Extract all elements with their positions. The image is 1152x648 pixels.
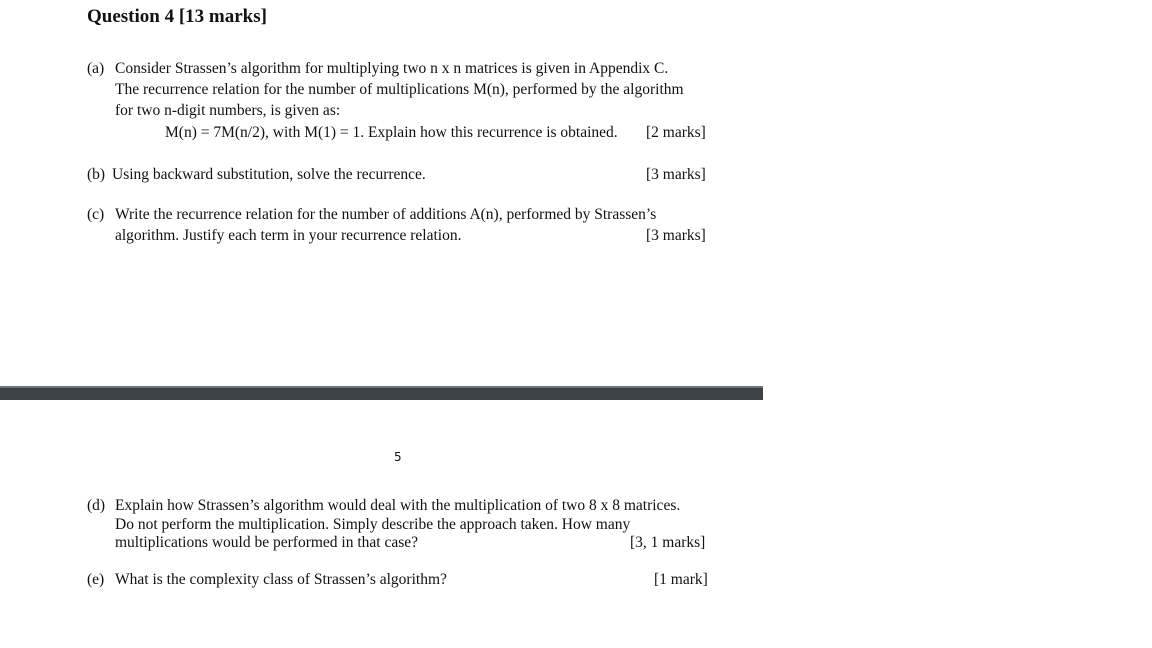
part-d-marks: [3, 1 marks] [630, 534, 706, 551]
part-e-label: (e) [87, 571, 105, 588]
part-a-line-2: The recurrence relation for the number of multiplications M(n), performed by the algorithm [115, 81, 684, 98]
part-a-recurrence: M(n) = 7M(n/2), with M(1) = 1. Explain how this recurrence is obtained. [165, 124, 618, 141]
part-d-line-2: Do not perform the multiplication. Simply describe the approach taken. How many [115, 516, 631, 533]
part-b-label: (b) [87, 166, 106, 183]
part-a-line-1: Consider Strassen’s algorithm for multiplying two n x n matrices is given in Appendix C. [115, 60, 669, 77]
part-e-line-1: What is the complexity class of Strassen’s algorithm? [115, 571, 447, 588]
part-e-marks: [1 mark] [654, 571, 708, 588]
page-divider [0, 386, 763, 400]
part-c-label: (c) [87, 206, 105, 223]
page-number: 5 [394, 450, 402, 464]
part-c-line-2: algorithm. Justify each term in your recurrence relation. [115, 227, 462, 244]
part-b-marks: [3 marks] [646, 166, 706, 183]
part-c-marks: [3 marks] [646, 227, 706, 244]
part-b-line-1: Using backward substitution, solve the recurrence. [112, 166, 426, 183]
part-a-label: (a) [87, 60, 105, 77]
part-c-line-1: Write the recurrence relation for the number of additions A(n), performed by Strassen’s [115, 206, 657, 223]
part-d-line-3: multiplications would be performed in that case? [115, 534, 419, 551]
part-a-marks: [2 marks] [646, 124, 706, 141]
question-title: Question 4 [13 marks] [87, 6, 267, 27]
part-d-label: (d) [87, 497, 106, 514]
part-a-line-3: for two n-digit numbers, is given as: [115, 102, 341, 119]
part-d-line-1: Explain how Strassen’s algorithm would deal with the multiplication of two 8 x 8 matrices. [115, 497, 681, 514]
